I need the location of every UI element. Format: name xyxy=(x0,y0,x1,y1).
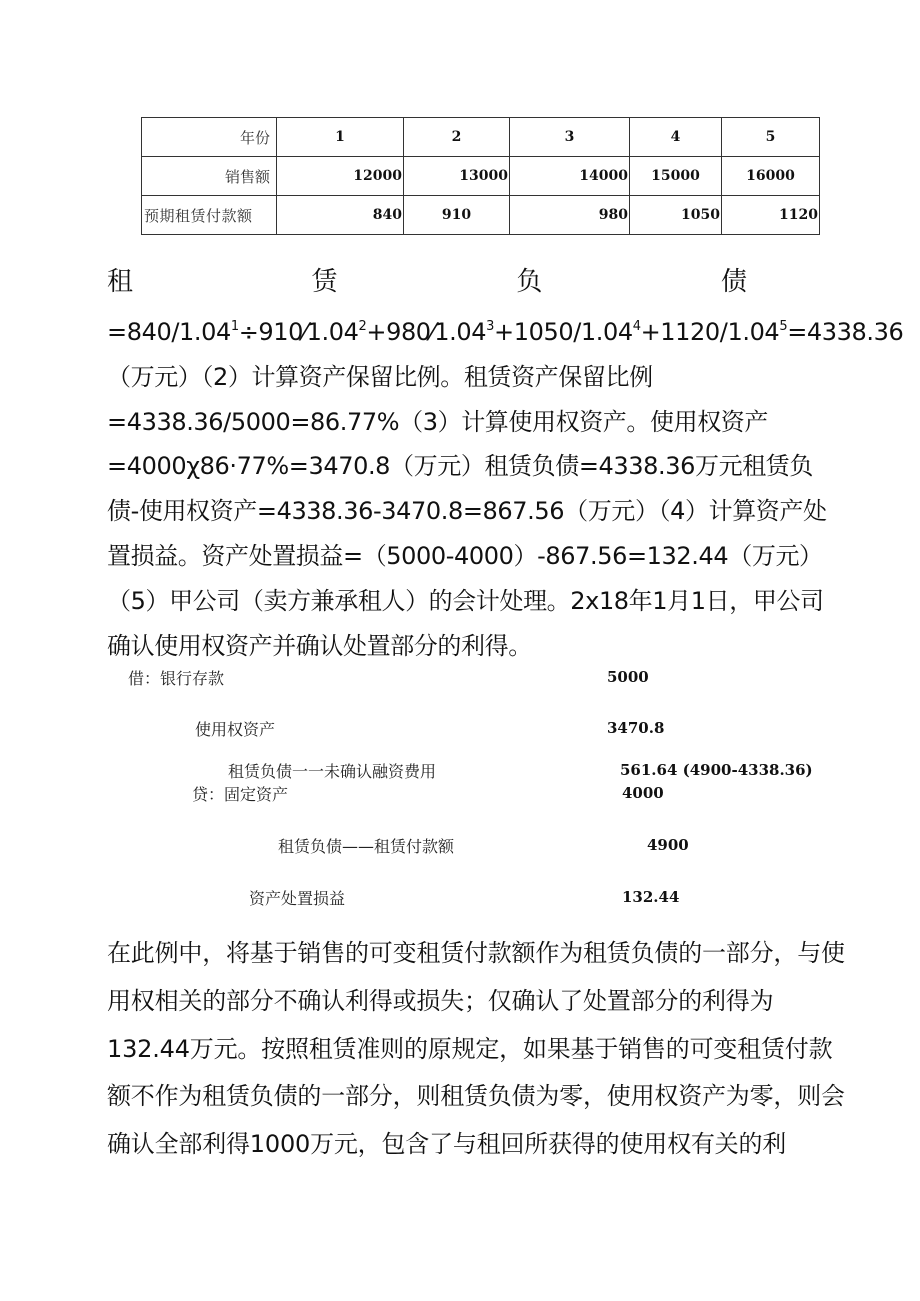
credit-lease-payments: 租赁负债——租赁付款额 xyxy=(278,837,455,856)
credit-fixed-asset: 贷：固定资产 xyxy=(192,785,289,804)
formula-exponent: 2 xyxy=(358,319,367,334)
sales-cell: 14000 xyxy=(510,157,630,196)
table-row-payments xyxy=(142,196,820,235)
heading-char: 赁 xyxy=(311,267,338,297)
table-row-years xyxy=(142,118,820,157)
payment-cell: 910 xyxy=(404,196,510,235)
debit-bank-amount: 5000 xyxy=(607,668,649,686)
lease-liability-heading xyxy=(107,262,747,302)
year-cell: 4 xyxy=(630,118,722,157)
debit-unrecognized-amount: 561.64 (4900-4338.36) xyxy=(620,761,813,779)
sales-cell: 16000 xyxy=(722,157,820,196)
heading-char: 负 xyxy=(516,267,543,297)
credit-disposal-gain: 资产处置损益 xyxy=(249,889,346,908)
formula-part: =4338.36 xyxy=(787,318,904,346)
calculation-text: （万元）（2）计算资产保留比例。租赁资产保留比例=4338.36/5000=86.77%（3）计算使用权资产。使用权资产=4000χ86·77%=3470.8（万元）租赁负债=4338.36万元租赁负债-使用权资产=4338.36-3470.8=867.56（万元）（4）计算资产处置损益。资产处置损益=（5000-4000）-867.56=132.44（万元）（5）甲公司（卖方兼承租人）的会计处理。2x18年1月1日，甲公司确认使用权资产并确认处置部分的利得。 xyxy=(107,362,827,660)
debit-right-of-use-asset: 使用权资产 xyxy=(195,720,276,739)
debit-rou-amount: 3470.8 xyxy=(607,719,665,737)
sales-cell: 13000 xyxy=(404,157,510,196)
credit-gain-amount: 132.44 xyxy=(622,888,680,906)
formula-part: +980⁄1.04 xyxy=(366,318,487,346)
formula-exponent: 1 xyxy=(230,319,239,334)
heading-char: 债 xyxy=(720,267,747,297)
sales-cell: 12000 xyxy=(277,157,404,196)
lease-payment-table xyxy=(141,117,820,235)
debit-bank-deposit: 借：银行存款 xyxy=(128,669,225,688)
debit-unrecognized-finance-cost: 租赁负债一一未确认融资费用 xyxy=(228,762,437,781)
year-cell: 5 xyxy=(722,118,820,157)
payment-cell: 980 xyxy=(510,196,630,235)
formula-exponent: 4 xyxy=(632,319,641,334)
year-cell: 3 xyxy=(510,118,630,157)
row-header-year: 年份 xyxy=(142,118,277,157)
payment-cell: 1120 xyxy=(722,196,820,235)
formula-part: +1050/1.04 xyxy=(494,318,633,346)
formula-part: +1120/1.04 xyxy=(640,318,780,346)
sales-cell: 15000 xyxy=(630,157,722,196)
credit-lease-amount: 4900 xyxy=(647,836,689,854)
row-header-sales: 销售额 xyxy=(142,157,277,196)
year-cell: 1 xyxy=(277,118,404,157)
table-row-sales xyxy=(142,157,820,196)
payment-cell: 1050 xyxy=(630,196,722,235)
credit-fixed-amount: 4000 xyxy=(622,784,664,802)
formula-exponent: 5 xyxy=(779,319,788,334)
formula-part: =840/1.04 xyxy=(107,318,231,346)
explanation-paragraph: 在此例中，将基于销售的可变租赁付款额作为租赁负债的一部分，与使用权相关的部分不确认利得或损失；仅确认了处置部分的利得为132.44万元。按照租赁准则的原规定，如果基于销售的可变租赁付款额不作为租赁负债的一部分，则租赁负债为零，使用权资产为零，则会确认全部利得1000万元，包含了与租回所获得的使用权有关的利 xyxy=(107,939,845,1159)
year-cell: 2 xyxy=(404,118,510,157)
heading-char: 租 xyxy=(107,267,134,297)
row-header-payments: 预期租赁付款额 xyxy=(142,196,277,235)
payment-cell: 840 xyxy=(277,196,404,235)
calculation-paragraph xyxy=(107,310,904,668)
formula-exponent: 3 xyxy=(486,319,494,334)
formula-part: ÷910⁄1.04 xyxy=(238,318,359,346)
